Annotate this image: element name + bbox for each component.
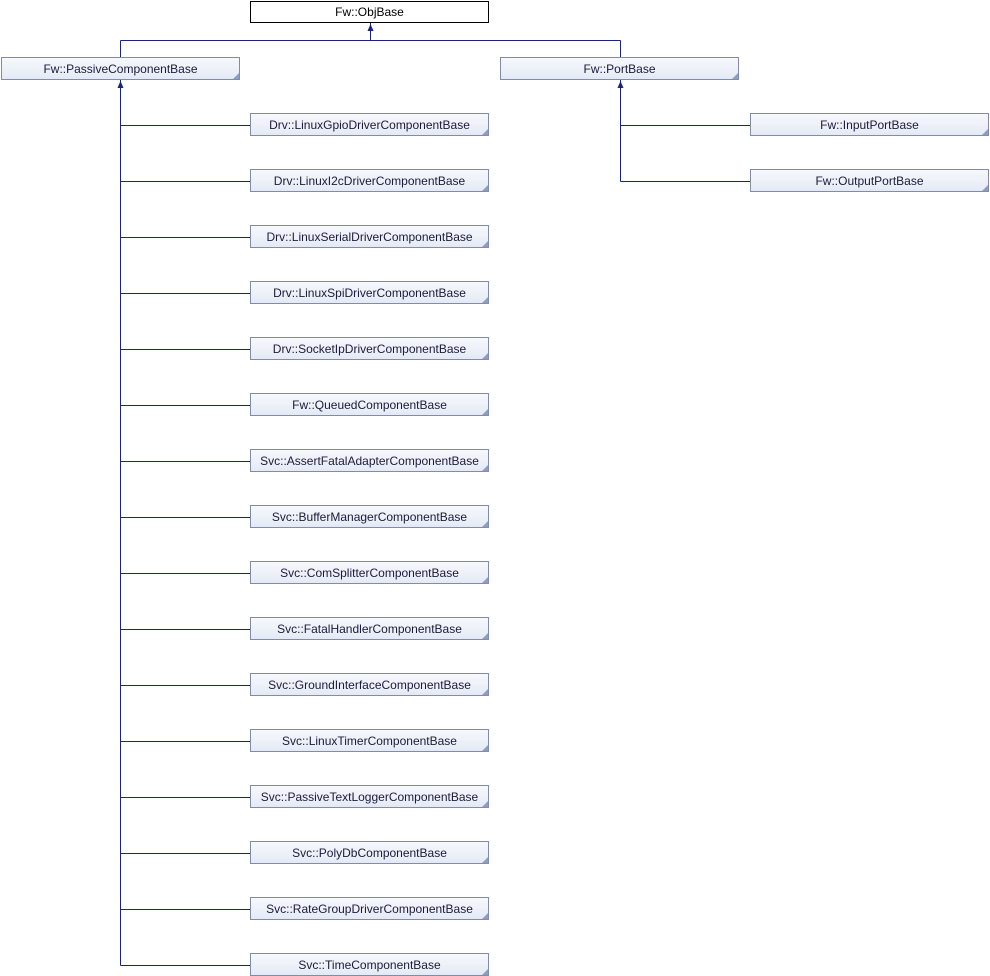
derived-class-node[interactable] bbox=[250, 897, 489, 920]
class-label: Svc::FatalHandlerComponentBase bbox=[277, 621, 462, 636]
node-corner-marker bbox=[482, 969, 488, 975]
class-label: Svc::PolyDbComponentBase bbox=[292, 845, 447, 860]
node-corner-marker bbox=[482, 465, 488, 471]
derived-class-node[interactable] bbox=[750, 113, 989, 136]
node-corner-marker bbox=[482, 857, 488, 863]
derived-class-node[interactable] bbox=[250, 281, 489, 304]
class-label: Drv::LinuxGpioDriverComponentBase bbox=[269, 117, 470, 132]
inheritance-arrowhead bbox=[618, 81, 624, 88]
derived-class-node[interactable] bbox=[250, 673, 489, 696]
node-corner-marker bbox=[482, 801, 488, 807]
node-corner-marker bbox=[482, 633, 488, 639]
node-corner-marker bbox=[482, 689, 488, 695]
derived-class-node[interactable] bbox=[250, 617, 489, 640]
class-label: Fw::OutputPortBase bbox=[815, 173, 924, 188]
node-corner-marker bbox=[732, 73, 738, 79]
node-corner-marker bbox=[482, 913, 488, 919]
class-label: Fw::QueuedComponentBase bbox=[292, 397, 447, 412]
passive-component-base-label: Fw::PassiveComponentBase bbox=[43, 61, 198, 76]
derived-class-node[interactable] bbox=[250, 393, 489, 416]
class-label: Svc::LinuxTimerComponentBase bbox=[282, 733, 457, 748]
passive-component-base-node[interactable] bbox=[1, 57, 240, 80]
node-corner-marker bbox=[482, 577, 488, 583]
port-base-label: Fw::PortBase bbox=[583, 61, 656, 76]
derived-class-node[interactable] bbox=[250, 785, 489, 808]
class-label: Drv::SocketIpDriverComponentBase bbox=[272, 341, 467, 356]
node-corner-marker bbox=[482, 409, 488, 415]
class-label: Svc::BufferManagerComponentBase bbox=[271, 509, 468, 524]
derived-class-node[interactable] bbox=[250, 561, 489, 584]
class-label: Drv::LinuxSerialDriverComponentBase bbox=[266, 229, 473, 244]
inheritance-arrowhead bbox=[118, 81, 124, 88]
class-label: Svc::PassiveTextLoggerComponentBase bbox=[260, 789, 479, 804]
derived-class-node[interactable] bbox=[250, 841, 489, 864]
class-label: Svc::AssertFatalAdapterComponentBase bbox=[260, 453, 479, 468]
node-corner-marker bbox=[482, 185, 488, 191]
root-class-node bbox=[250, 1, 489, 23]
node-corner-marker bbox=[482, 129, 488, 135]
class-label: Svc::RateGroupDriverComponentBase bbox=[266, 901, 473, 916]
node-corner-marker bbox=[482, 241, 488, 247]
class-label: Drv::LinuxI2cDriverComponentBase bbox=[273, 173, 466, 188]
derived-class-node[interactable] bbox=[250, 113, 489, 136]
derived-class-node[interactable] bbox=[250, 337, 489, 360]
port-base-node[interactable] bbox=[500, 57, 739, 80]
root-class-label: Fw::ObjBase bbox=[335, 5, 404, 19]
derived-class-node[interactable] bbox=[250, 729, 489, 752]
node-corner-marker bbox=[233, 73, 239, 79]
derived-class-node[interactable] bbox=[250, 169, 489, 192]
node-corner-marker bbox=[482, 353, 488, 359]
class-label: Fw::InputPortBase bbox=[820, 117, 919, 132]
derived-class-node[interactable] bbox=[250, 225, 489, 248]
inheritance-arrowhead bbox=[368, 24, 374, 31]
class-label: Svc::GroundInterfaceComponentBase bbox=[268, 677, 471, 692]
class-label: Svc::ComSplitterComponentBase bbox=[280, 565, 459, 580]
node-corner-marker bbox=[482, 521, 488, 527]
node-corner-marker bbox=[982, 185, 988, 191]
class-label: Drv::LinuxSpiDriverComponentBase bbox=[273, 285, 466, 300]
class-label: Svc::TimeComponentBase bbox=[298, 957, 441, 972]
node-corner-marker bbox=[482, 297, 488, 303]
derived-class-node[interactable] bbox=[250, 449, 489, 472]
derived-class-node[interactable] bbox=[250, 505, 489, 528]
node-corner-marker bbox=[482, 745, 488, 751]
node-corner-marker bbox=[982, 129, 988, 135]
derived-class-node[interactable] bbox=[750, 169, 989, 192]
derived-class-node[interactable] bbox=[250, 953, 489, 976]
